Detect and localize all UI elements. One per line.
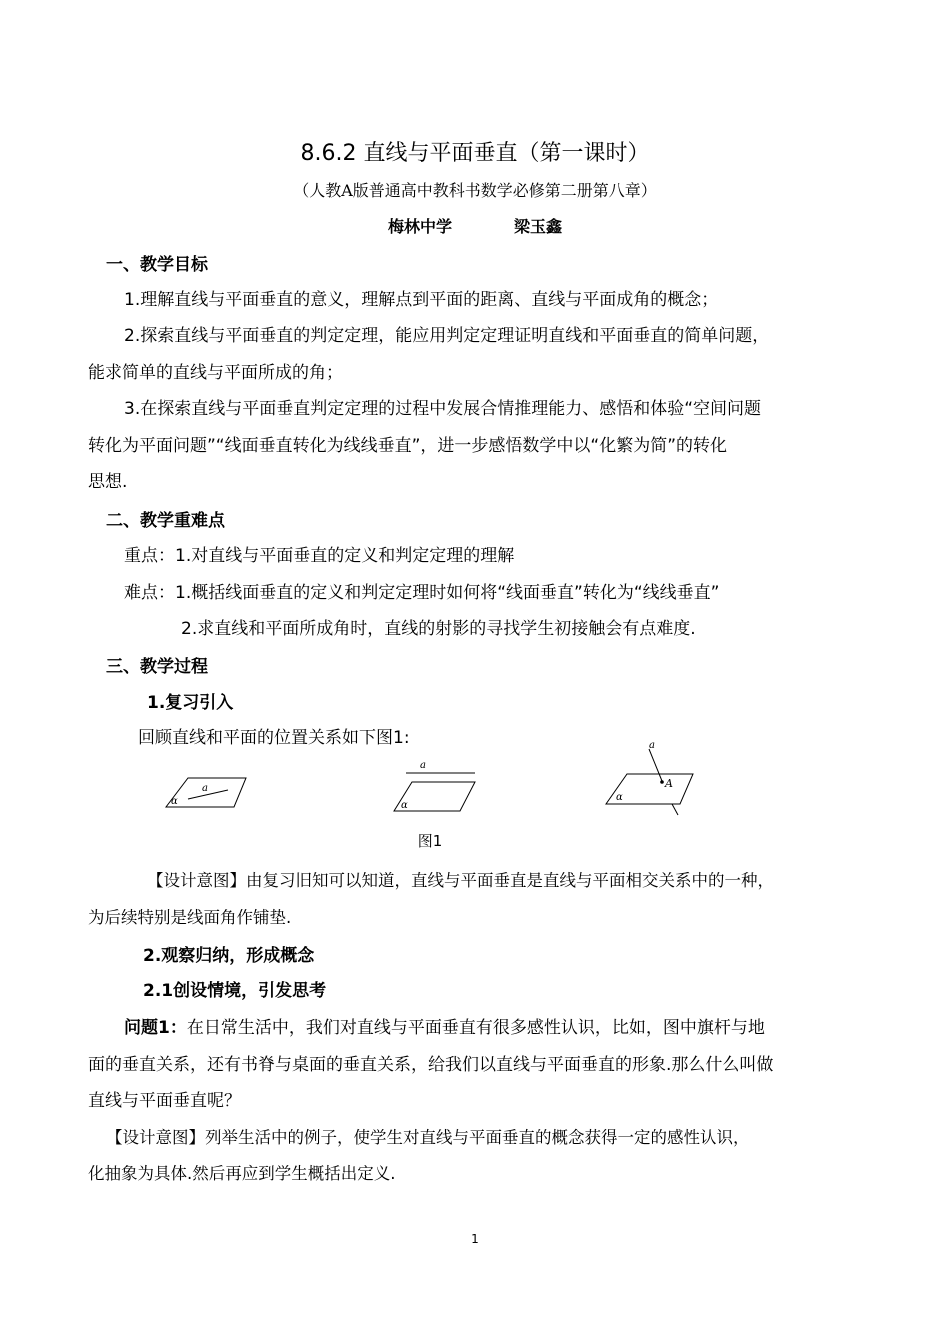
figure-1 bbox=[150, 738, 710, 823]
question-1-label: 问题1： bbox=[124, 1018, 187, 1038]
document-title: 8.6.2 直线与平面垂直（第一课时） bbox=[300, 141, 650, 166]
difficult-point-1: 难点：1.概括线面垂直的定义和判定定理时如何将“线面垂直”转化为“线线垂直” bbox=[124, 583, 720, 603]
design-intent-2-line2: 化抽象为具体.然后再应到学生概括出定义. bbox=[88, 1164, 396, 1183]
diagram-line-in-plane bbox=[166, 778, 246, 807]
point-A bbox=[660, 780, 664, 784]
goal-item-3-line2: 转化为平面问题”“线面垂直转化为线线垂直”，进一步感悟数学中以“化繁为简”的转化 bbox=[88, 436, 728, 456]
label-a: a bbox=[649, 740, 655, 751]
line-a-lower bbox=[672, 804, 678, 815]
key-point: 重点：1.对直线与平面垂直的定义和判定定理的理解 bbox=[124, 546, 515, 566]
figure-caption: 图1 bbox=[417, 832, 443, 850]
document-subtitle: （人教A版普通高中教科书数学必修第二册第八章） bbox=[293, 181, 657, 200]
goal-item-2-line1: 2.探索直线与平面垂直的判定定理，能应用判定定理证明直线和平面垂直的简单问题， bbox=[124, 326, 770, 346]
subsection-observe: 2.观察归纳，形成概念 bbox=[143, 946, 315, 966]
label-alpha: α bbox=[616, 792, 623, 803]
design-intent-2-line1: 【设计意图】列举生活中的例子，使学生对直线与平面垂直的概念获得一定的感性认识， bbox=[106, 1128, 750, 1147]
label-a: a bbox=[420, 760, 426, 771]
question-1-text: 在日常生活中，我们对直线与平面垂直有很多感性认识，比如，图中旗杆与地 bbox=[186, 1018, 765, 1038]
subsection-scenario: 2.1创设情境，引发思考 bbox=[143, 981, 327, 1001]
difficult-point-2: 2.求直线和平面所成角时，直线的射影的寻找学生初接触会有点难度. bbox=[181, 619, 696, 639]
design-intent-1-line2: 为后续特别是线面角作铺垫. bbox=[88, 908, 292, 927]
label-A: A bbox=[665, 777, 673, 790]
section2-heading: 二、教学重难点 bbox=[106, 511, 225, 531]
design-intent-1-line1: 【设计意图】由复习旧知可以知道，直线与平面垂直是直线与平面相交关系中的一种， bbox=[147, 871, 774, 890]
goal-item-2-line2: 能求简单的直线与平面所成的角； bbox=[88, 363, 343, 383]
section1-heading: 一、教学目标 bbox=[106, 255, 208, 275]
goal-item-3-line3: 思想. bbox=[88, 472, 128, 492]
question-1-line1 bbox=[124, 1013, 765, 1038]
section3-heading: 三、教学过程 bbox=[106, 657, 208, 677]
subsection-review: 1.复习引入 bbox=[147, 693, 234, 713]
author-name: 梁玉鑫 bbox=[514, 217, 563, 236]
goal-item-3-line1: 3.在探索直线与平面垂直判定定理的过程中发展合情推理能力、感悟和体验“空间问题 bbox=[124, 399, 762, 419]
page-number: 1 bbox=[471, 1232, 479, 1246]
author-line bbox=[0, 214, 950, 237]
label-alpha: α bbox=[401, 800, 408, 811]
label-a: a bbox=[202, 783, 208, 794]
review-text: 回顾直线和平面的位置关系如下图1: bbox=[138, 728, 410, 748]
question-1-line2: 面的垂直关系，还有书脊与桌面的垂直关系，给我们以直线与平面垂直的形象.那么什么叫做 bbox=[88, 1055, 774, 1075]
goal-item-1: 1.理解直线与平面垂直的意义，理解点到平面的距离、直线与平面成角的概念； bbox=[124, 290, 719, 310]
diagram-line-intersect-plane bbox=[606, 740, 693, 815]
label-alpha: α bbox=[171, 796, 178, 807]
question-1-line3: 直线与平面垂直呢？ bbox=[88, 1091, 241, 1111]
diagram-line-parallel-plane bbox=[394, 760, 475, 811]
line-a bbox=[188, 790, 228, 799]
author-school: 梅林中学 bbox=[387, 217, 452, 236]
line-a-upper bbox=[649, 749, 662, 781]
